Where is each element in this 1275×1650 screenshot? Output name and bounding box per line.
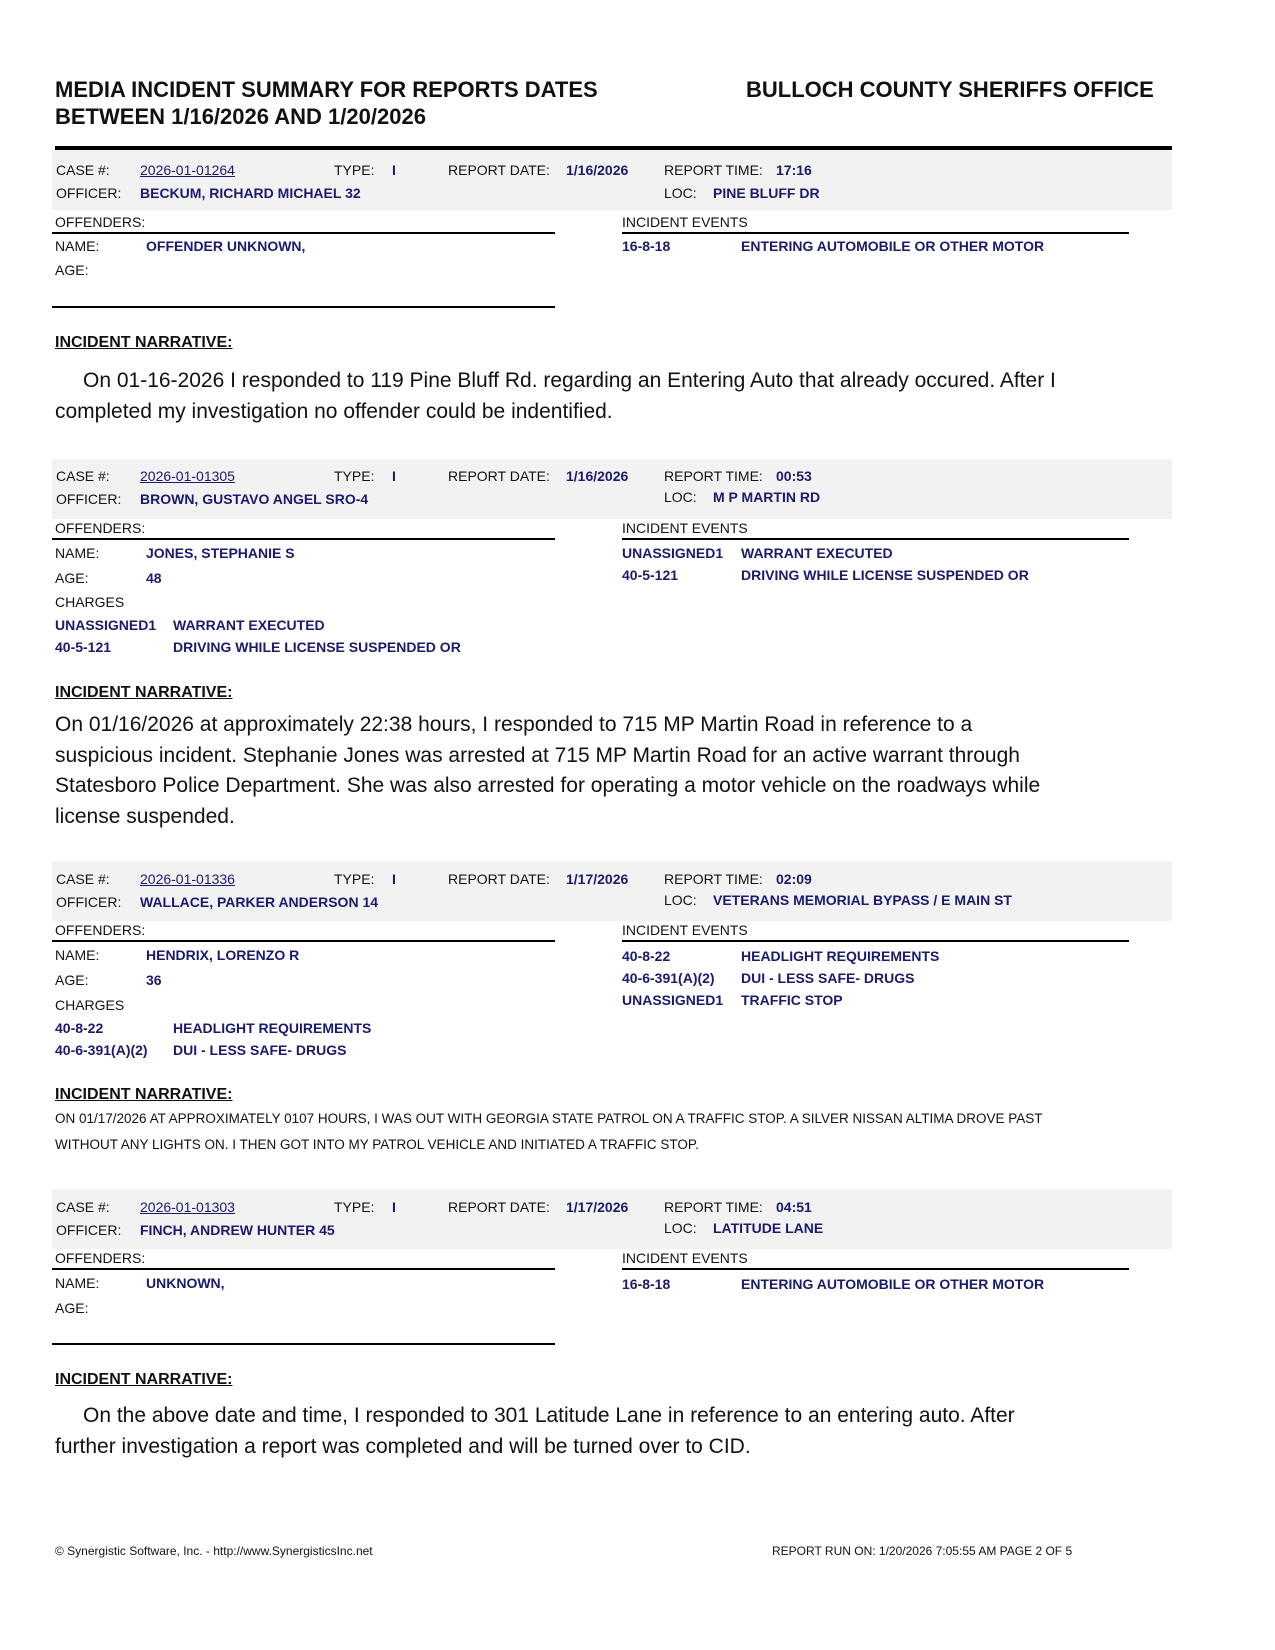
officer-value: BECKUM, RICHARD MICHAEL 32: [140, 185, 361, 201]
report-date-label: REPORT DATE:: [448, 162, 550, 178]
report-date-value: 1/16/2026: [566, 162, 629, 178]
events-rule: [622, 538, 1129, 540]
event-desc: TRAFFIC STOP: [741, 992, 843, 1008]
offenders-label: OFFENDERS:: [55, 214, 146, 230]
event-code: UNASSIGNED1: [622, 992, 724, 1008]
narrative-text: [55, 366, 1165, 427]
loc-value: PINE BLUFF DR: [713, 185, 820, 201]
offenders-bottom-rule: [52, 1343, 555, 1345]
charge-code: 40-8-22: [55, 1020, 104, 1036]
narrative-line: ON 01/17/2026 AT APPROXIMATELY 0107 HOURS, I WAS OUT WITH GEORGIA STATE PATROL ON A TRAFFIC STOP. A SILVER NISSAN ALTIMA DROVE PAST: [55, 1111, 1043, 1126]
events-rule: [622, 232, 1129, 234]
age-label: AGE:: [55, 972, 89, 988]
narrative-line: On 01-16-2026 I responded to 119 Pine Bluff Rd. regarding an Entering Auto that already occured. After I: [83, 369, 1056, 392]
events-rule: [622, 940, 1129, 942]
header-title-line2: BETWEEN 1/16/2026 AND 1/20/2026: [55, 104, 426, 129]
charge-desc: HEADLIGHT REQUIREMENTS: [173, 1020, 372, 1036]
offenders-rule: [52, 940, 555, 942]
case-label: CASE #:: [56, 871, 110, 887]
event-desc: WARRANT EXECUTED: [741, 545, 893, 561]
type-label: TYPE:: [334, 871, 375, 887]
narrative-line: On the above date and time, I responded to 301 Latitude Lane in reference to an entering auto. After: [83, 1404, 1015, 1427]
incident-events-label: INCIDENT EVENTS: [622, 214, 748, 230]
report-date-value: 1/17/2026: [566, 1199, 629, 1215]
event-code: 40-5-121: [622, 567, 679, 583]
name-label: NAME:: [55, 238, 100, 254]
narrative-heading: INCIDENT NARRATIVE:: [55, 334, 233, 351]
offender-name: HENDRIX, LORENZO R: [146, 947, 300, 963]
loc-value: M P MARTIN RD: [713, 489, 821, 505]
report-time-label: REPORT TIME:: [664, 871, 763, 887]
type-value: I: [392, 162, 396, 178]
charge-desc: DUI - LESS SAFE- DRUGS: [173, 1042, 347, 1058]
report-date-label: REPORT DATE:: [448, 871, 550, 887]
report-time-value: 04:51: [776, 1199, 812, 1215]
narrative-text: [55, 710, 1165, 832]
case-label: CASE #:: [56, 468, 110, 484]
name-label: NAME:: [55, 1275, 100, 1291]
footer-copyright: © Synergistic Software, Inc. - http://www.SynergisticsInc.net: [55, 1544, 373, 1558]
event-desc: DUI - LESS SAFE- DRUGS: [741, 970, 915, 986]
offenders-rule: [52, 1268, 555, 1270]
narrative-heading: INCIDENT NARRATIVE:: [55, 684, 233, 701]
event-code: 40-8-22: [622, 948, 671, 964]
narrative-heading: INCIDENT NARRATIVE:: [55, 1086, 233, 1103]
officer-label: OFFICER:: [56, 1222, 122, 1238]
case-info-box: [52, 150, 1172, 210]
report-date-label: REPORT DATE:: [448, 468, 550, 484]
charges-label: CHARGES: [55, 594, 125, 610]
report-time-label: REPORT TIME:: [664, 468, 763, 484]
offenders-label: OFFENDERS:: [55, 922, 146, 938]
report-header-title: [55, 76, 695, 130]
report-time-label: REPORT TIME:: [664, 1199, 763, 1215]
officer-label: OFFICER:: [56, 491, 122, 507]
age-label: AGE:: [55, 1300, 89, 1316]
narrative-line: WITHOUT ANY LIGHTS ON. I THEN GOT INTO MY PATROL VEHICLE AND INITIATED A TRAFFIC STOP.: [55, 1137, 699, 1152]
agency-name: BULLOCH COUNTY SHERIFFS OFFICE: [746, 77, 1154, 102]
type-value: I: [392, 468, 396, 484]
charge-code: 40-6-391(A)(2): [55, 1042, 148, 1058]
narrative-line: suspicious incident. Stephanie Jones was arrested at 715 MP Martin Road for an active warrant through: [55, 743, 1020, 767]
event-desc: ENTERING AUTOMOBILE OR OTHER MOTOR: [741, 238, 1045, 254]
offenders-bottom-rule: [52, 306, 555, 308]
charge-desc: DRIVING WHILE LICENSE SUSPENDED OR: [173, 639, 461, 655]
case-label: CASE #:: [56, 162, 110, 178]
case-number-link[interactable]: 2026-01-01305: [140, 468, 235, 484]
age-label: AGE:: [55, 570, 89, 586]
officer-value: BROWN, GUSTAVO ANGEL SRO-4: [140, 491, 369, 507]
offenders-rule: [52, 538, 555, 540]
event-code: UNASSIGNED1: [622, 545, 724, 561]
report-date-label: REPORT DATE:: [448, 1199, 550, 1215]
header-title-line1: MEDIA INCIDENT SUMMARY FOR REPORTS DATES: [55, 77, 598, 102]
loc-label: LOC:: [664, 489, 697, 505]
incident-events-label: INCIDENT EVENTS: [622, 922, 748, 938]
narrative-text: [55, 1106, 1165, 1158]
officer-value: FINCH, ANDREW HUNTER 45: [140, 1222, 335, 1238]
footer-run-info: REPORT RUN ON: 1/20/2026 7:05:55 AM PAGE 2 OF 5: [772, 1544, 1073, 1558]
name-label: NAME:: [55, 545, 100, 561]
name-label: NAME:: [55, 947, 100, 963]
type-value: I: [392, 1199, 396, 1215]
offenders-label: OFFENDERS:: [55, 520, 146, 536]
narrative-line: Statesboro Police Department. She was also arrested for operating a motor vehicle on the roadways while: [55, 774, 1041, 797]
case-number-link[interactable]: 2026-01-01336: [140, 871, 235, 887]
incident-events-label: INCIDENT EVENTS: [622, 1250, 748, 1266]
report-time-label: REPORT TIME:: [664, 162, 763, 178]
events-rule: [622, 1268, 1129, 1270]
charge-code: 40-5-121: [55, 639, 112, 655]
event-code: 16-8-18: [622, 238, 671, 254]
case-number-link[interactable]: 2026-01-01303: [140, 1199, 235, 1215]
event-desc: HEADLIGHT REQUIREMENTS: [741, 948, 940, 964]
offenders-label: OFFENDERS:: [55, 1250, 146, 1266]
event-desc: ENTERING AUTOMOBILE OR OTHER MOTOR: [741, 1276, 1045, 1292]
event-desc: DRIVING WHILE LICENSE SUSPENDED OR: [741, 567, 1029, 583]
type-label: TYPE:: [334, 162, 375, 178]
offender-age: 36: [146, 972, 162, 988]
offender-name: JONES, STEPHANIE S: [146, 545, 295, 561]
offender-name: OFFENDER UNKNOWN,: [146, 238, 306, 254]
officer-value: WALLACE, PARKER ANDERSON 14: [140, 894, 379, 910]
type-label: TYPE:: [334, 468, 375, 484]
charge-code: UNASSIGNED1: [55, 617, 157, 633]
offender-name: UNKNOWN,: [146, 1275, 225, 1291]
narrative-line: further investigation a report was completed and will be turned over to CID.: [55, 1434, 751, 1458]
loc-label: LOC:: [664, 892, 697, 908]
loc-label: LOC:: [664, 1220, 697, 1236]
case-info-box: [52, 1189, 1172, 1249]
loc-value: LATITUDE LANE: [713, 1220, 824, 1236]
narrative-line: On 01/16/2026 at approximately 22:38 hours, I responded to 715 MP Martin Road in reference to a: [55, 713, 973, 736]
narrative-line: completed my investigation no offender could be indentified.: [55, 399, 613, 423]
offender-age: 48: [146, 570, 162, 586]
offenders-rule: [52, 232, 555, 234]
loc-label: LOC:: [664, 185, 697, 201]
narrative-heading: INCIDENT NARRATIVE:: [55, 1371, 233, 1388]
officer-label: OFFICER:: [56, 185, 122, 201]
report-date-value: 1/16/2026: [566, 468, 629, 484]
report-time-value: 02:09: [776, 871, 812, 887]
incident-events-label: INCIDENT EVENTS: [622, 520, 748, 536]
type-label: TYPE:: [334, 1199, 375, 1215]
report-time-value: 17:16: [776, 162, 812, 178]
age-label: AGE:: [55, 262, 89, 278]
case-info-box: [52, 861, 1172, 921]
narrative-line: license suspended.: [55, 804, 235, 828]
case-number-link[interactable]: 2026-01-01264: [140, 162, 235, 178]
report-date-value: 1/17/2026: [566, 871, 629, 887]
officer-label: OFFICER:: [56, 894, 122, 910]
report-time-value: 00:53: [776, 468, 812, 484]
charge-desc: WARRANT EXECUTED: [173, 617, 325, 633]
type-value: I: [392, 871, 396, 887]
case-label: CASE #:: [56, 1199, 110, 1215]
event-code: 40-6-391(A)(2): [622, 970, 715, 986]
loc-value: VETERANS MEMORIAL BYPASS / E MAIN ST: [713, 892, 1012, 908]
event-code: 16-8-18: [622, 1276, 671, 1292]
charges-label: CHARGES: [55, 997, 125, 1013]
narrative-text: [55, 1401, 1165, 1462]
